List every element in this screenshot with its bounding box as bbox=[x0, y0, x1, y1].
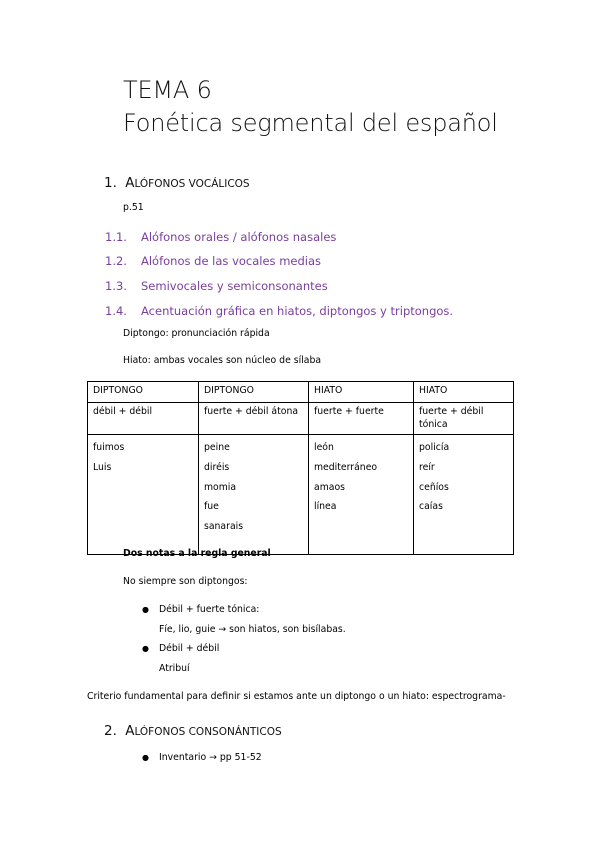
subsection-1-4 bbox=[105, 304, 453, 318]
example-word: peine bbox=[204, 442, 230, 453]
table-header-cell: DIPTONGO bbox=[88, 382, 199, 403]
subsection-1-2 bbox=[105, 254, 321, 268]
table-subheader-cell: débil + débil bbox=[88, 403, 199, 435]
subsection-number: 1.4. bbox=[105, 304, 127, 318]
table-header-row bbox=[88, 382, 514, 403]
bullet-1-head: Débil + fuerte tónica: bbox=[159, 604, 260, 615]
notes-intro: No siempre son diptongos: bbox=[123, 576, 248, 587]
subsection-1-1 bbox=[105, 230, 336, 244]
example-word: diréis bbox=[204, 461, 230, 473]
table-subheader-cell: fuerte + fuerte bbox=[309, 403, 414, 435]
table-row bbox=[88, 435, 514, 555]
example-word: reír bbox=[419, 461, 435, 473]
section-1-heading bbox=[104, 175, 250, 191]
example-word: Luis bbox=[93, 461, 112, 473]
diptongo-hiato-table bbox=[87, 381, 514, 555]
table-subheader-cell: fuerte + débil átona bbox=[199, 403, 309, 435]
section-2-heading bbox=[104, 723, 282, 739]
example-word: policía bbox=[419, 442, 450, 453]
page-title-line2: Fonética segmental del español bbox=[123, 109, 498, 137]
bullet-2-head: Débil + débil bbox=[159, 643, 220, 654]
table-cell-examples bbox=[309, 435, 414, 555]
bullet-1-sub: Fíe, lio, guie → son hiatos, son bisílabas. bbox=[159, 624, 346, 635]
example-word: ceñíos bbox=[419, 481, 449, 493]
subsection-1-3 bbox=[105, 279, 328, 293]
subsection-number: 1.2. bbox=[105, 254, 127, 268]
bullet-icon: ● bbox=[142, 644, 149, 653]
notes-title: Dos notas a la regla general bbox=[123, 548, 271, 559]
example-word: león bbox=[314, 442, 334, 453]
table-cell-examples bbox=[199, 435, 309, 555]
criterio-text: Criterio fundamental para definir si estamos ante un diptongo o un hiato: espectrograma- bbox=[87, 691, 506, 702]
example-word: fuimos bbox=[93, 442, 125, 453]
subsection-text: Alófonos de las vocales medias bbox=[141, 254, 322, 268]
table-cell-examples bbox=[88, 435, 199, 555]
table-cell-examples bbox=[414, 435, 514, 555]
hiato-definition: Hiato: ambas vocales son núcleo de sílaba bbox=[123, 355, 322, 366]
table-subheader-cell: fuerte + débil tónica bbox=[414, 403, 514, 435]
example-word: caías bbox=[419, 501, 443, 513]
example-word: fue bbox=[204, 501, 219, 513]
example-word: línea bbox=[314, 501, 337, 513]
section-1-first-letter: A bbox=[125, 175, 135, 191]
bullet-icon: ● bbox=[142, 605, 149, 614]
section-2-number: 2. bbox=[104, 723, 117, 739]
table-subheader-row bbox=[88, 403, 514, 435]
diptongo-definition: Diptongo: pronunciación rápida bbox=[123, 328, 270, 339]
example-word: momia bbox=[204, 481, 237, 493]
subsection-number: 1.1. bbox=[105, 230, 127, 244]
table-header-cell: HIATO bbox=[414, 382, 514, 403]
bullet-2-sub: Atribuí bbox=[159, 663, 190, 674]
inventario-item: Inventario → pp 51-52 bbox=[159, 752, 262, 763]
section-2-first-letter: A bbox=[125, 723, 135, 739]
section-1-number: 1. bbox=[104, 175, 117, 191]
table-header-cell: HIATO bbox=[309, 382, 414, 403]
section-2-title: LÓFONOS CONSONÁNTICOS bbox=[134, 726, 282, 738]
example-word: mediterráneo bbox=[314, 461, 378, 473]
subsection-text: Semivocales y semiconsonantes bbox=[141, 279, 328, 293]
bullet-icon: ● bbox=[142, 753, 149, 762]
page-reference: p.51 bbox=[123, 202, 144, 213]
subsection-number: 1.3. bbox=[105, 279, 127, 293]
subsection-text: Alófonos orales / alófonos nasales bbox=[141, 230, 337, 244]
example-word: amaos bbox=[314, 481, 345, 493]
table-header-cell: DIPTONGO bbox=[199, 382, 309, 403]
page-title-line1: TEMA 6 bbox=[123, 76, 212, 104]
subsection-text: Acentuación gráfica en hiatos, diptongos y triptongos. bbox=[141, 304, 454, 318]
section-1-title: LÓFONOS VOCÁLICOS bbox=[134, 178, 250, 190]
example-word: sanarais bbox=[204, 521, 244, 533]
